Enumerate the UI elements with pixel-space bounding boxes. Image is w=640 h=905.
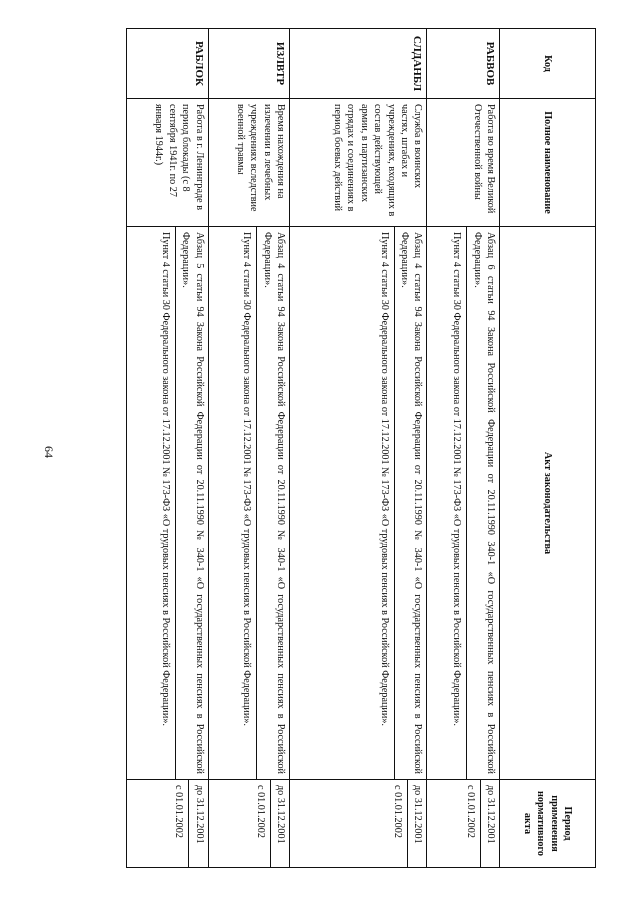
row-acts <box>208 227 290 780</box>
header-code: Код <box>500 29 596 99</box>
row-periods <box>290 780 427 868</box>
act-text: Абзац 4 статьи 94 Закона Российской Федерации от 20.11.1990 № 340-1 «О государственных пенсиях в Российской Федерации». <box>261 232 287 774</box>
row-acts <box>127 227 209 780</box>
row-periods <box>127 780 209 868</box>
row-code: СЛДАНБЛ <box>290 29 427 99</box>
period-value: с 01.01.2002 <box>251 780 270 867</box>
act-text: Пункт 4 статьи 30 Федерального закона от 17.12.2001 № 173-ФЗ «О трудовых пенсиях в Российской Федерации». <box>448 227 467 779</box>
act-text: Абзац 5 статьи 94 Закона Российской Федерации от 20.11.1990 № 340-1 «О государственных пенсиях в Российской Федерации». <box>180 232 205 774</box>
header-act: Акт законодательства <box>500 227 596 780</box>
row-full-name: Работа во время Великой Отечественной войны <box>427 99 500 227</box>
legislation-table <box>126 28 596 868</box>
table-row <box>290 29 427 868</box>
row-full-name: Время нахождения на излечении в лечебных учреждениях вследствие военной травмы <box>208 99 290 227</box>
period-value: с 01.01.2002 <box>389 780 408 867</box>
act-text: Абзац 4 статьи 94 Закона Российской Федерации от 20.11.1990 № 340-1 «О государственных пенсиях в Российской Федерации». <box>399 232 424 774</box>
period-value: с 01.01.2002 <box>461 780 480 867</box>
act-text: Пункт 4 статьи 30 Федерального закона от 17.12.2001 № 173-ФЗ «О трудовых пенсиях в Российской Федерации». <box>375 227 394 779</box>
act-text: Абзац 6 статьи 94 Закона Российской Федерации от 20.11.1990 340-1 «О государственных пенсиях в Российской Федерации». <box>471 232 496 774</box>
rotated-table-container <box>126 28 596 868</box>
header-period: Период применения нормативного акта <box>500 780 596 868</box>
row-full-name: Работа в г. Ленинграде в период блокады (с 8 сентября 1941г. по 27 января 1944г.) <box>127 99 209 227</box>
table-row <box>208 29 290 868</box>
act-text: Пункт 4 статьи 30 Федерального закона от 17.12.2001 № 173-ФЗ «О трудовых пенсиях в Российской Федерации». <box>238 227 257 779</box>
period-value: до 31.12.2001 <box>485 785 496 844</box>
row-acts <box>290 227 427 780</box>
row-code: ИЗЛВТР <box>208 29 290 99</box>
period-value: до 31.12.2001 <box>193 785 205 844</box>
row-acts <box>427 227 500 780</box>
period-value: с 01.01.2002 <box>170 780 189 867</box>
table-row <box>427 29 500 868</box>
row-periods <box>427 780 500 868</box>
row-full-name: Служба в воинских частях, штабах и учреждениях, входящих в состав действующей армии, в партизанских отрядах и соединениях в период боевых действий <box>290 99 427 227</box>
period-value: до 31.12.2001 <box>275 785 287 844</box>
table-row <box>127 29 209 868</box>
table-header-row <box>500 29 596 868</box>
row-code: РАБВОВ <box>427 29 500 99</box>
row-code: РАБЛОК <box>127 29 209 99</box>
period-value: до 31.12.2001 <box>412 785 424 844</box>
page-number: 64 <box>42 446 56 458</box>
row-periods <box>208 780 290 868</box>
header-full-name: Полное наименование <box>500 99 596 227</box>
act-text: Пункт 4 статьи 30 Федерального закона от 17.12.2001 № 173-ФЗ «О трудовых пенсиях в Российской Федерации». <box>156 227 175 779</box>
